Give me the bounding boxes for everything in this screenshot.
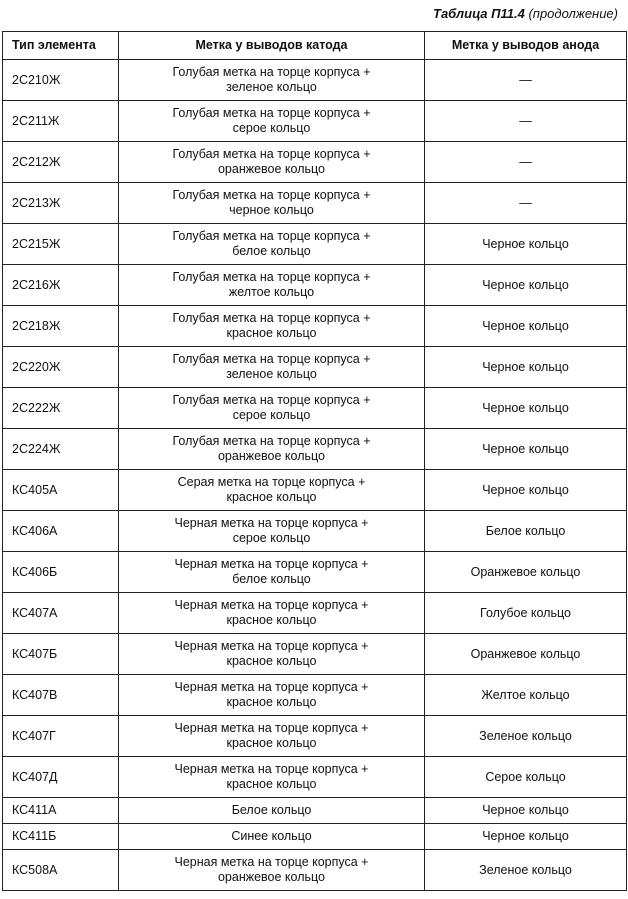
cathode-mark-line: Черная метка на торце корпуса + (174, 598, 369, 612)
cathode-mark-line: Серая метка на торце корпуса + (177, 475, 366, 489)
cathode-mark-line: серое кольцо (232, 121, 311, 135)
cell-element-type: КС411Б (3, 824, 119, 850)
cell-anode-mark: Черное кольцо (425, 429, 627, 470)
table-row (3, 265, 627, 306)
cell-cathode-mark (119, 511, 425, 552)
cathode-mark-line: серое кольцо (232, 531, 311, 545)
cell-anode-mark: — (425, 142, 627, 183)
table-row (3, 716, 627, 757)
table-row (3, 634, 627, 675)
cell-element-type: КС407А (3, 593, 119, 634)
cell-cathode-mark (119, 716, 425, 757)
table-row (3, 798, 627, 824)
cathode-mark-line: зеленое кольцо (226, 80, 317, 94)
table-row (3, 824, 627, 850)
cathode-mark-line: Черная метка на торце корпуса + (174, 855, 369, 869)
cell-element-type: 2С224Ж (3, 429, 119, 470)
cathode-mark-line: белое кольцо (232, 244, 311, 258)
cell-element-type: 2С222Ж (3, 388, 119, 429)
table-row (3, 429, 627, 470)
cell-cathode-mark (119, 265, 425, 306)
table-header-row (3, 32, 627, 60)
table-row (3, 306, 627, 347)
table-caption-note: (продолжение) (528, 6, 618, 21)
cell-element-type: 2С218Ж (3, 306, 119, 347)
cathode-mark-line: Голубая метка на торце корпуса + (172, 229, 371, 243)
cathode-mark-line: красное кольцо (226, 695, 317, 709)
cell-cathode-mark (119, 388, 425, 429)
table-row (3, 101, 627, 142)
table-body (3, 60, 627, 891)
cell-element-type: 2С215Ж (3, 224, 119, 265)
cathode-mark-line: красное кольцо (226, 777, 317, 791)
cathode-mark-line: оранжевое кольцо (217, 870, 325, 884)
cathode-mark-line: Голубая метка на торце корпуса + (172, 147, 371, 161)
cell-cathode-mark (119, 675, 425, 716)
table-row (3, 347, 627, 388)
header-anode-mark: Метка у выводов анода (425, 32, 627, 60)
cathode-mark-line: черное кольцо (229, 203, 314, 217)
cell-cathode-mark (119, 224, 425, 265)
table-row (3, 224, 627, 265)
cell-element-type: 2С212Ж (3, 142, 119, 183)
table-caption (433, 6, 618, 22)
cathode-mark-line: красное кольцо (226, 736, 317, 750)
cell-cathode-mark (119, 824, 425, 850)
cathode-mark-line: Белое кольцо (231, 803, 312, 817)
cell-anode-mark: Черное кольцо (425, 798, 627, 824)
cell-element-type: КС411А (3, 798, 119, 824)
cell-cathode-mark (119, 60, 425, 101)
cell-cathode-mark (119, 429, 425, 470)
cathode-mark-line: Голубая метка на торце корпуса + (172, 188, 371, 202)
cell-element-type: КС407В (3, 675, 119, 716)
table-row (3, 470, 627, 511)
cathode-mark-line: красное кольцо (226, 490, 317, 504)
cell-anode-mark: Оранжевое кольцо (425, 634, 627, 675)
cell-cathode-mark (119, 798, 425, 824)
cathode-mark-line: Черная метка на торце корпуса + (174, 557, 369, 571)
cell-element-type: КС406А (3, 511, 119, 552)
cell-anode-mark: Черное кольцо (425, 224, 627, 265)
table-row (3, 60, 627, 101)
cathode-mark-line: Голубая метка на торце корпуса + (172, 352, 371, 366)
cell-element-type: КС407Д (3, 757, 119, 798)
cathode-mark-line: желтое кольцо (228, 285, 315, 299)
cathode-mark-line: оранжевое кольцо (217, 162, 325, 176)
table-row (3, 593, 627, 634)
cell-anode-mark: Черное кольцо (425, 265, 627, 306)
cell-anode-mark: Серое кольцо (425, 757, 627, 798)
cathode-mark-line: Черная метка на торце корпуса + (174, 721, 369, 735)
cathode-mark-line: Черная метка на торце корпуса + (174, 516, 369, 530)
cell-anode-mark: Черное кольцо (425, 824, 627, 850)
cell-element-type: 2С211Ж (3, 101, 119, 142)
cell-cathode-mark (119, 757, 425, 798)
cathode-mark-line: Голубая метка на торце корпуса + (172, 270, 371, 284)
header-cathode-mark: Метка у выводов катода (119, 32, 425, 60)
cell-element-type: КС508А (3, 850, 119, 891)
cathode-mark-line: Голубая метка на торце корпуса + (172, 393, 371, 407)
cell-anode-mark: Голубое кольцо (425, 593, 627, 634)
cell-element-type: КС405А (3, 470, 119, 511)
cell-cathode-mark (119, 306, 425, 347)
cell-anode-mark: — (425, 183, 627, 224)
cell-cathode-mark (119, 593, 425, 634)
cathode-mark-line: Голубая метка на торце корпуса + (172, 311, 371, 325)
cathode-mark-line: Черная метка на торце корпуса + (174, 680, 369, 694)
header-element-type: Тип элемента (3, 32, 119, 60)
cathode-mark-line: красное кольцо (226, 654, 317, 668)
cell-anode-mark: Черное кольцо (425, 306, 627, 347)
table-row (3, 552, 627, 593)
table-row (3, 142, 627, 183)
cathode-mark-line: Голубая метка на торце корпуса + (172, 434, 371, 448)
cell-anode-mark: — (425, 60, 627, 101)
table-row (3, 388, 627, 429)
cathode-mark-line: Черная метка на торце корпуса + (174, 639, 369, 653)
cell-anode-mark: Зеленое кольцо (425, 850, 627, 891)
cell-element-type: 2С213Ж (3, 183, 119, 224)
cell-element-type: 2С216Ж (3, 265, 119, 306)
cell-cathode-mark (119, 347, 425, 388)
cell-cathode-mark (119, 552, 425, 593)
table-caption-title: Таблица П11.4 (433, 6, 525, 21)
cell-anode-mark: Желтое кольцо (425, 675, 627, 716)
marking-table (2, 31, 627, 891)
cell-cathode-mark (119, 142, 425, 183)
cell-cathode-mark (119, 634, 425, 675)
cathode-mark-line: зеленое кольцо (226, 367, 317, 381)
cell-element-type: 2С210Ж (3, 60, 119, 101)
cathode-mark-line: белое кольцо (232, 572, 311, 586)
cell-anode-mark: Черное кольцо (425, 470, 627, 511)
cell-cathode-mark (119, 183, 425, 224)
cell-element-type: КС406Б (3, 552, 119, 593)
cathode-mark-line: Голубая метка на торце корпуса + (172, 106, 371, 120)
cathode-mark-line: Синее кольцо (231, 829, 312, 843)
cell-anode-mark: Зеленое кольцо (425, 716, 627, 757)
cell-cathode-mark (119, 850, 425, 891)
cell-element-type: КС407Г (3, 716, 119, 757)
cell-anode-mark: Черное кольцо (425, 388, 627, 429)
table-row (3, 183, 627, 224)
cell-anode-mark: Белое кольцо (425, 511, 627, 552)
table-row (3, 850, 627, 891)
cell-cathode-mark (119, 470, 425, 511)
cathode-mark-line: серое кольцо (232, 408, 311, 422)
cell-element-type: 2С220Ж (3, 347, 119, 388)
cathode-mark-line: красное кольцо (226, 326, 317, 340)
cell-anode-mark: Черное кольцо (425, 347, 627, 388)
cathode-mark-line: красное кольцо (226, 613, 317, 627)
cell-anode-mark: Оранжевое кольцо (425, 552, 627, 593)
table-row (3, 757, 627, 798)
cell-anode-mark: — (425, 101, 627, 142)
cathode-mark-line: оранжевое кольцо (217, 449, 325, 463)
table-row (3, 511, 627, 552)
table-row (3, 675, 627, 716)
cathode-mark-line: Черная метка на торце корпуса + (174, 762, 369, 776)
cell-cathode-mark (119, 101, 425, 142)
cell-element-type: КС407Б (3, 634, 119, 675)
cathode-mark-line: Голубая метка на торце корпуса + (172, 65, 371, 79)
